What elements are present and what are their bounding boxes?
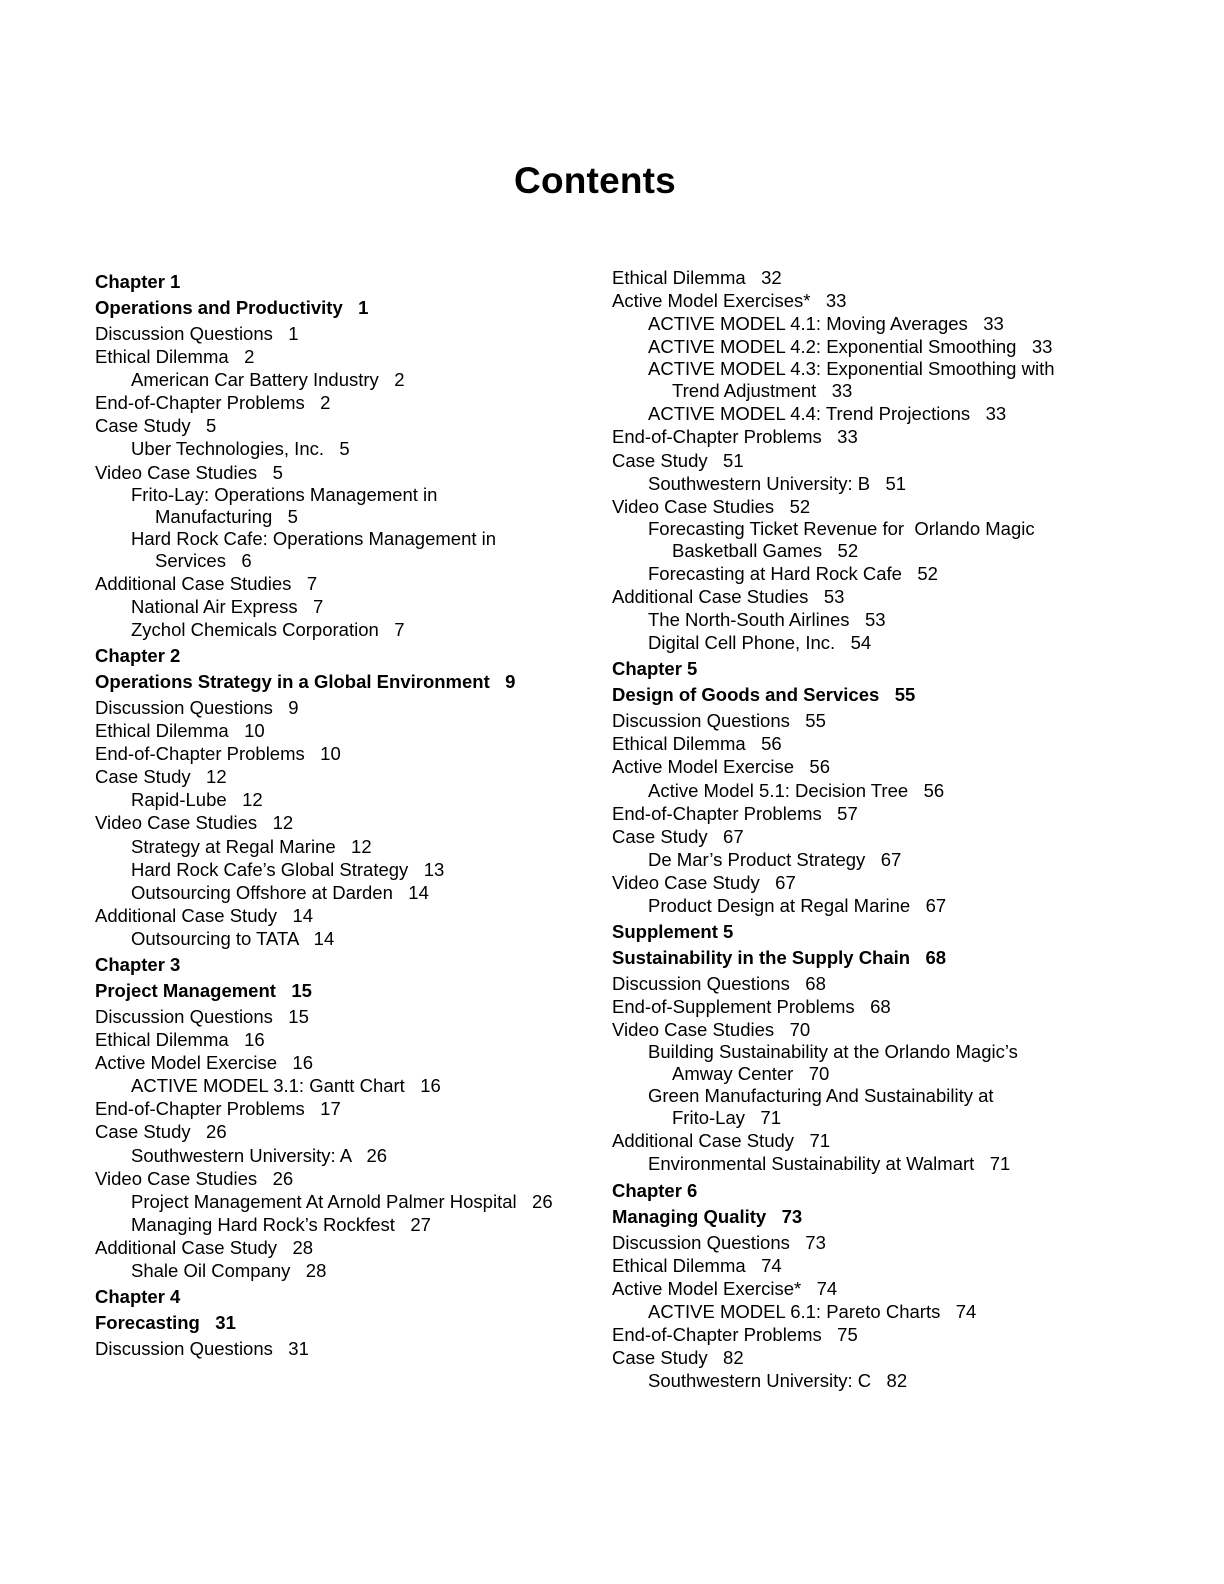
chapter-title: Managing Quality 73 (612, 1205, 803, 1227)
toc-subentry: American Car Battery Industry 2 (131, 369, 405, 391)
toc-subentry: Southwestern University: A 26 (131, 1144, 388, 1166)
toc-entry: End-of-Chapter Problems 17 (95, 1098, 341, 1120)
toc-entry: Video Case Studies 52 (612, 495, 811, 517)
toc-entry: Ethical Dilemma 74 (612, 1254, 782, 1276)
toc-subentry: Frito-Lay: Operations Management in (131, 483, 438, 505)
toc-subentry-continuation: Amway Center 70 (672, 1063, 830, 1085)
toc-entry: Additional Case Studies 7 (95, 572, 318, 594)
toc-right-column (612, 266, 1112, 1392)
toc-entry: End-of-Chapter Problems 75 (612, 1323, 858, 1345)
toc-subentry: Southwestern University: C 82 (648, 1370, 908, 1392)
page-title: Contents (514, 160, 676, 201)
toc-subentry: Forecasting at Hard Rock Cafe 52 (648, 562, 938, 584)
toc-subentry: Building Sustainability at the Orlando Magic’s (648, 1041, 1018, 1063)
toc-subentry: Environmental Sustainability at Walmart 71 (648, 1153, 1011, 1175)
toc-subentry: Forecasting Ticket Revenue for Orlando Magic (648, 517, 1035, 539)
chapter-label: Supplement 5 (612, 921, 734, 943)
toc-entry: Additional Case Study 71 (612, 1130, 831, 1152)
toc-entry: Discussion Questions 55 (612, 710, 826, 732)
toc-subentry: Digital Cell Phone, Inc. 54 (648, 632, 872, 654)
toc-entry: Discussion Questions 31 (95, 1338, 309, 1360)
toc-subentry: Product Design at Regal Marine 67 (648, 894, 947, 916)
chapter-title: Project Management 15 (95, 979, 312, 1001)
toc-entry: Ethical Dilemma 2 (95, 346, 255, 368)
toc-subentry-continuation: Trend Adjustment 33 (672, 380, 853, 402)
toc-entry: Case Study 26 (95, 1121, 227, 1143)
toc-entry: Additional Case Studies 53 (612, 585, 845, 607)
toc-subentry: Southwestern University: B 51 (648, 472, 907, 494)
toc-entry: Active Model Exercise* 74 (612, 1277, 838, 1299)
toc-subentry: The North-South Airlines 53 (648, 609, 886, 631)
chapter-label: Chapter 2 (95, 644, 181, 666)
toc-entry: End-of-Chapter Problems 2 (95, 392, 331, 414)
chapter-title: Sustainability in the Supply Chain 68 (612, 947, 947, 969)
toc-subentry: Project Management At Arnold Palmer Hospital 26 (131, 1190, 553, 1212)
toc-entry: Video Case Studies 12 (95, 812, 294, 834)
toc-entry: Video Case Studies 26 (95, 1167, 294, 1189)
chapter-title: Operations and Productivity 1 (95, 297, 369, 318)
toc-subentry: Zychol Chemicals Corporation 7 (131, 618, 405, 640)
toc-entry: Case Study 82 (612, 1347, 744, 1368)
toc-entry: End-of-Supplement Problems 68 (612, 996, 891, 1018)
toc-left-column (95, 270, 595, 1360)
toc-subentry: Hard Rock Cafe’s Global Strategy 13 (131, 858, 445, 880)
toc-entry: Discussion Questions 1 (95, 323, 299, 344)
toc-entry: End-of-Chapter Problems 33 (612, 426, 858, 448)
toc-entry: Ethical Dilemma 16 (95, 1029, 265, 1051)
toc-entry: Active Model Exercise 56 (612, 756, 830, 778)
chapter-label: Chapter 3 (95, 953, 181, 975)
toc-subentry-continuation: Frito-Lay 71 (672, 1107, 781, 1129)
toc-subentry: Strategy at Regal Marine 12 (131, 835, 372, 857)
toc-subentry-continuation: Manufacturing 5 (155, 505, 298, 527)
toc-subentry: ACTIVE MODEL 4.1: Moving Averages 33 (648, 313, 1004, 335)
toc-entry: Active Model Exercise 16 (95, 1052, 313, 1074)
toc-entry: Ethical Dilemma 32 (612, 267, 782, 288)
toc-entry: Case Study 67 (612, 825, 744, 847)
toc-entry: Ethical Dilemma 10 (95, 720, 265, 742)
chapter-label: Chapter 1 (95, 271, 181, 292)
toc-entry: Discussion Questions 9 (95, 696, 299, 718)
toc-subentry-continuation: Services 6 (155, 549, 252, 571)
toc-subentry: Outsourcing Offshore at Darden 14 (131, 881, 429, 903)
toc-entry: Additional Case Study 28 (95, 1236, 314, 1258)
toc-subentry: Managing Hard Rock’s Rockfest 27 (131, 1213, 431, 1235)
toc-subentry: ACTIVE MODEL 4.2: Exponential Smoothing 33 (648, 336, 1053, 358)
toc-subentry: De Mar’s Product Strategy 67 (648, 848, 902, 870)
toc-entry: End-of-Chapter Problems 10 (95, 743, 341, 765)
toc-subentry: ACTIVE MODEL 6.1: Pareto Charts 74 (648, 1300, 977, 1322)
chapter-label: Chapter 4 (95, 1286, 181, 1308)
toc-entry: Ethical Dilemma 56 (612, 733, 782, 755)
toc-entry: Active Model Exercises* 33 (612, 290, 847, 312)
chapter-title: Design of Goods and Services 55 (612, 684, 916, 706)
toc-entry: Case Study 5 (95, 415, 217, 437)
chapter-label: Chapter 5 (612, 658, 698, 680)
toc-subentry: Outsourcing to TATA 14 (131, 927, 335, 949)
chapter-title: Forecasting 31 (95, 1312, 236, 1334)
toc-subentry: ACTIVE MODEL 4.4: Trend Projections 33 (648, 403, 1007, 425)
toc-entry: Additional Case Study 14 (95, 904, 314, 926)
toc-subentry-continuation: Basketball Games 52 (672, 539, 859, 561)
toc-subentry: National Air Express 7 (131, 595, 324, 617)
toc-subentry: Green Manufacturing And Sustainability at (648, 1085, 994, 1107)
chapter-label: Chapter 6 (612, 1179, 698, 1201)
toc-entry: Video Case Studies 5 (95, 461, 283, 483)
toc-entry: Discussion Questions 68 (612, 973, 826, 995)
toc-entry: Discussion Questions 15 (95, 1005, 309, 1027)
chapter-title: Operations Strategy in a Global Environment 9 (95, 670, 516, 692)
toc-entry: Case Study 12 (95, 766, 227, 788)
toc-subentry: Rapid-Lube 12 (131, 789, 263, 811)
toc-entry: Discussion Questions 73 (612, 1231, 826, 1253)
toc-entry: Case Study 51 (612, 449, 744, 471)
toc-entry: Video Case Study 67 (612, 871, 796, 893)
toc-subentry: ACTIVE MODEL 4.3: Exponential Smoothing with (648, 358, 1055, 380)
toc-subentry: ACTIVE MODEL 3.1: Gantt Chart 16 (131, 1075, 441, 1097)
toc-subentry: Active Model 5.1: Decision Tree 56 (648, 779, 945, 801)
toc-subentry: Uber Technologies, Inc. 5 (131, 438, 350, 460)
toc-subentry: Shale Oil Company 28 (131, 1260, 327, 1281)
toc-entry: End-of-Chapter Problems 57 (612, 802, 858, 824)
toc-entry: Video Case Studies 70 (612, 1019, 811, 1041)
toc-subentry: Hard Rock Cafe: Operations Management in (131, 527, 497, 549)
